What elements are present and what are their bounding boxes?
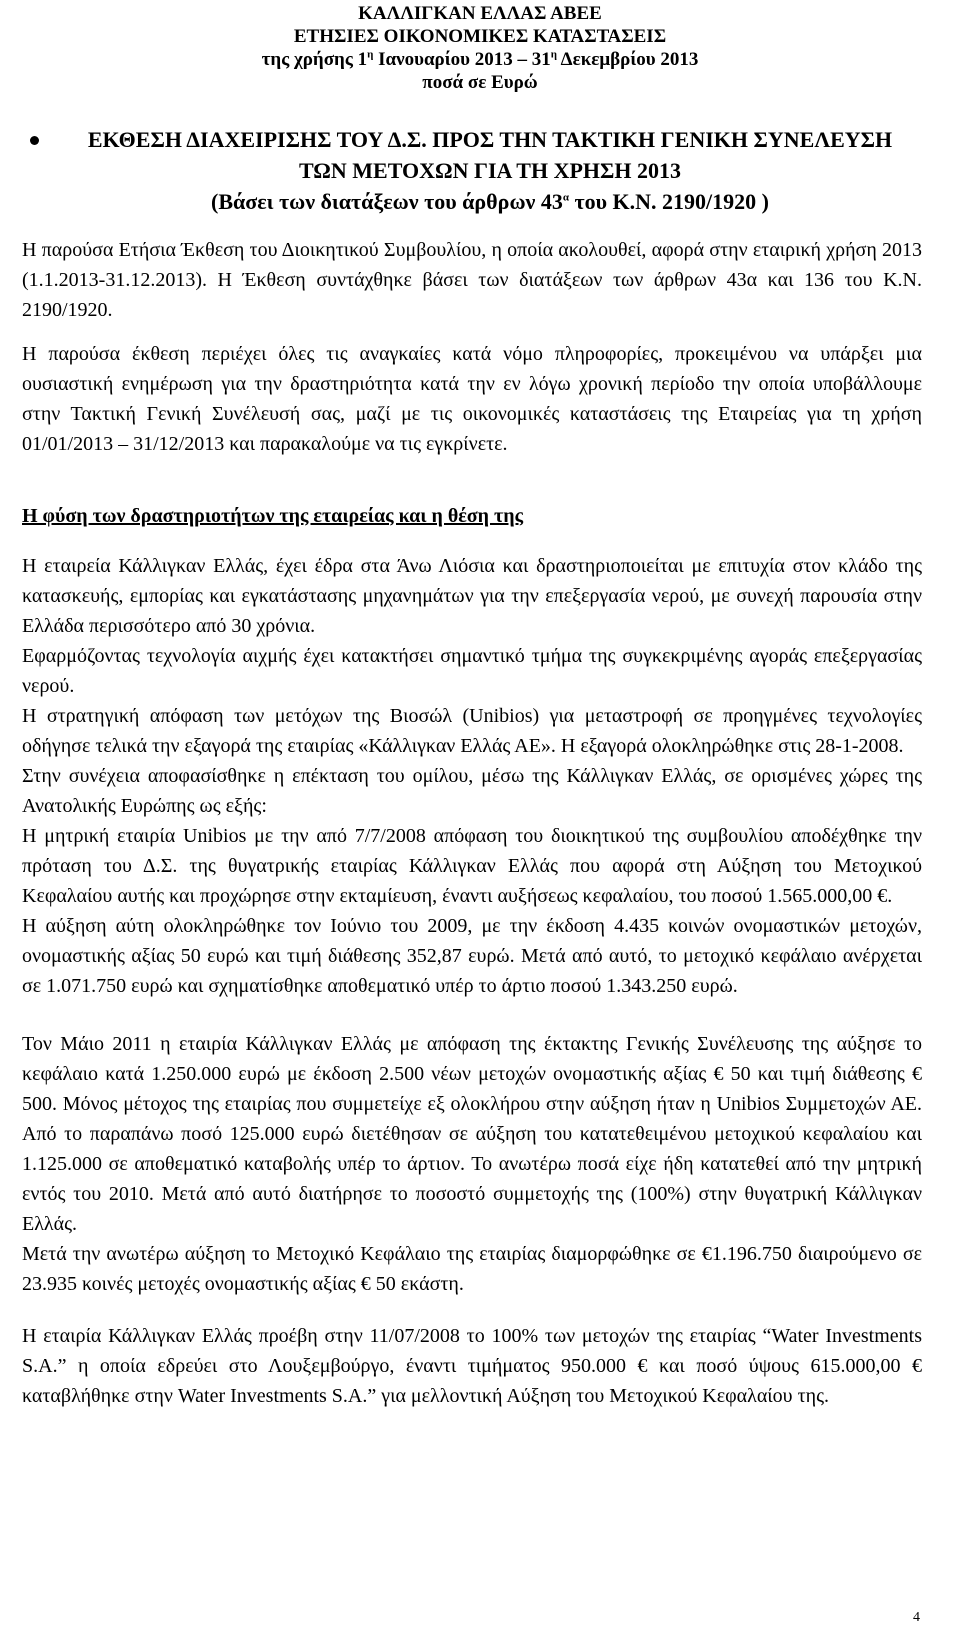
- report-body: [0, 235, 960, 1411]
- page-number: 4: [913, 1610, 920, 1625]
- body-paragraph: Μετά την ανωτέρω αύξηση το Μετοχικό Κεφάλαιο της εταιρίας διαμορφώθηκε σε €1.196.750 διαιρούμενο σε 23.935 κοινές μετοχές ονομαστικής αξίας € 50 εκάστη.: [22, 1243, 922, 1295]
- report-title-block: [0, 124, 960, 217]
- body-paragraph: Η στρατηγική απόφαση των μετόχων της Βιοσώλ (Unibios) για μεταστροφή σε προηγμένες τεχνολογίες οδήγησε τελικά την εξαγορά της εταιρίας «Κάλλιγκαν Ελλάς ΑΕ». Η εξαγορά ολοκληρώθηκε στις 28-1-2008.: [22, 705, 922, 757]
- intro-paragraph: Η παρούσα έκθεση περιέχει όλες τις αναγκαίες κατά νόμο πληροφορίες, προκειμένου να υπάρξει μια ουσιαστική ενημέρωση για την δραστηριότητα κατά την εν λόγω χρονική περίοδο την οποία υποβάλλουμε στην Τακτική Γενική Συνέλευσή σας, μαζί με τις οικονομικές καταστάσεις της Εταιρείας για τη χρήση 01/01/2013 – 31/12/2013 και παρακαλούμε να τις εγκρίνετε.: [22, 343, 922, 455]
- body-paragraph: Η εταιρεία Κάλλιγκαν Ελλάς, έχει έδρα στα Άνω Λιόσια και δραστηριοποιείται με επιτυχία στον κλάδο της κατασκευής, εμπορίας και εγκατάστασης μηχανημάτων για την επεξεργασία νερού, με συνεχή παρουσία στην Ελλάδα περισσότερο από 30 χρόνια.: [22, 555, 922, 637]
- body-paragraph: Στην συνέχεια αποφασίσθηκε η επέκταση του ομίλου, μέσω της Κάλλιγκαν Ελλάς, σε ορισμένες χώρες της Ανατολικής Ευρώπης ως εξής:: [22, 765, 922, 817]
- currency-note: ποσά σε Ευρώ: [422, 72, 538, 93]
- body-paragraph: Η αύξηση αύτη ολοκληρώθηκε τον Ιούνιο του 2009, με την έκδοση 4.435 κοινών ονομαστικών μετοχών, ονομαστικής αξίας 50 ευρώ και τιμή διάθεσης 352,87 ευρώ. Μετά από αυτό, το μετοχικό κεφάλαιο ανέρχεται σε 1.071.750 ευρώ και σχηματίσθηκε αποθεματικό υπέρ το άρτιο ποσού 1.343.250 ευρώ.: [22, 915, 922, 997]
- bullet-icon: [30, 136, 39, 145]
- statements-title: ΕΤΗΣΙΕΣ ΟΙΚΟΝΟΜΙΚΕΣ ΚΑΤΑΣΤΑΣΕΙΣ: [293, 26, 667, 47]
- document-header: [0, 0, 960, 94]
- fiscal-period: της χρήσης $1^\eta$ Ιανουαρίου $2013 - 31^\eta$ Δεκεμβρίου 2013: [261, 48, 699, 70]
- section-heading: Η φύση των δραστηριοτήτων της εταιρείας και η θέση της: [22, 505, 524, 527]
- body-paragraph: Εφαρμόζοντας τεχνολογία αιχμής έχει κατακτήσει σημαντικό τμήμα της συγκεκριμένης αγοράς επεξεργασίας νερού.: [22, 645, 922, 697]
- body-paragraph: Η εταιρία Κάλλιγκαν Ελλάς προέβη στην 11/07/2008 το 100% των μετοχών της εταιρίας “Water Investments S.A.” η οποία εδρεύει στο Λουξεμβούργο, έναντι τιμήματος 950.000 € και ποσό ύψους 615.000,00 € καταβλήθηκε στην Water Investments S.A.” για μελλοντική Αύξηση του Μετοχικού Κεφαλαίου της.: [22, 1325, 922, 1407]
- company-name: ΚΑΛΛΙΓΚΑΝ ΕΛΛΑΣ ΑΒΕΕ: [358, 3, 602, 24]
- intro-paragraph: Η παρούσα Ετήσια Έκθεση του Διοικητικού Συμβουλίου, η οποία ακολουθεί, αφορά στην εταιρική χρήση 2013 (1.1.2013-31.12.2013). Η Έκθεση συντάχθηκε βάσει των διατάξεων των άρθρων 43α και 136 του Κ.Ν. 2190/1920.: [22, 239, 922, 321]
- body-paragraph: Η μητρική εταιρία Unibios με την από 7/7/2008 απόφαση του διοικητικού της συμβουλίου αποδέχθηκε την πρόταση του Δ.Σ. της θυγατρικής εταιρίας Κάλλιγκαν Ελλάς που αφορά στη Αύξηση του Μετοχικού Κεφαλαίου αυτής και προχώρησε στην εκταμίευση, έναντι αυξήσεως κεφαλαίου, του ποσού 1.565.000,00 €.: [22, 825, 922, 907]
- report-title: ΕΚΘΕΣΗ ΔΙΑΧΕΙΡΙΣΗΣ ΤΟΥ Δ.Σ. ΠΡΟΣ ΤΗΝ ΤΑΚΤΙΚΗ ΓΕΝΙΚΗ ΣΥΝΕΛΕΥΣΗ ΤΩΝ ΜΕΤΟΧΩΝ ΓΙΑ ΤΗ ΧΡΗΣΗ 2013 (Βάσει των διατάξεων του άρθρων $43^\alpha$ του Κ.Ν. 2190/1920 ): [87, 127, 893, 214]
- body-paragraph: Τον Μάιο 2011 η εταιρία Κάλλιγκαν Ελλάς με απόφαση της έκτακτης Γενικής Συνέλευσης της αύξησε το κεφάλαιο κατά 1.250.000 ευρώ με έκδοση 2.500 νέων μετοχών ονομαστικής αξίας € 50 και τιμή διάθεσης € 500. Μόνος μέτοχος της εταιρίας που συμμετείχε εξ ολοκλήρου στην αύξηση ήταν η Unibios Συμμετοχών ΑΕ. Από το παραπάνω ποσό 125.000 ευρώ διετέθησαν σε αύξηση του κατατεθειμένου μετοχικού κεφαλαίου και 1.125.000 σε αποθεματικό καταβολής υπέρ το άρτιον. Το ανωτέρω ποσά είχε ήδη κατατεθεί από την μητρική εντός του 2010. Μετά από αυτό διατήρησε το ποσοστό συμμετοχής της (100%) στην θυγατρική Κάλλιγκαν Ελλάς.: [22, 1033, 922, 1235]
